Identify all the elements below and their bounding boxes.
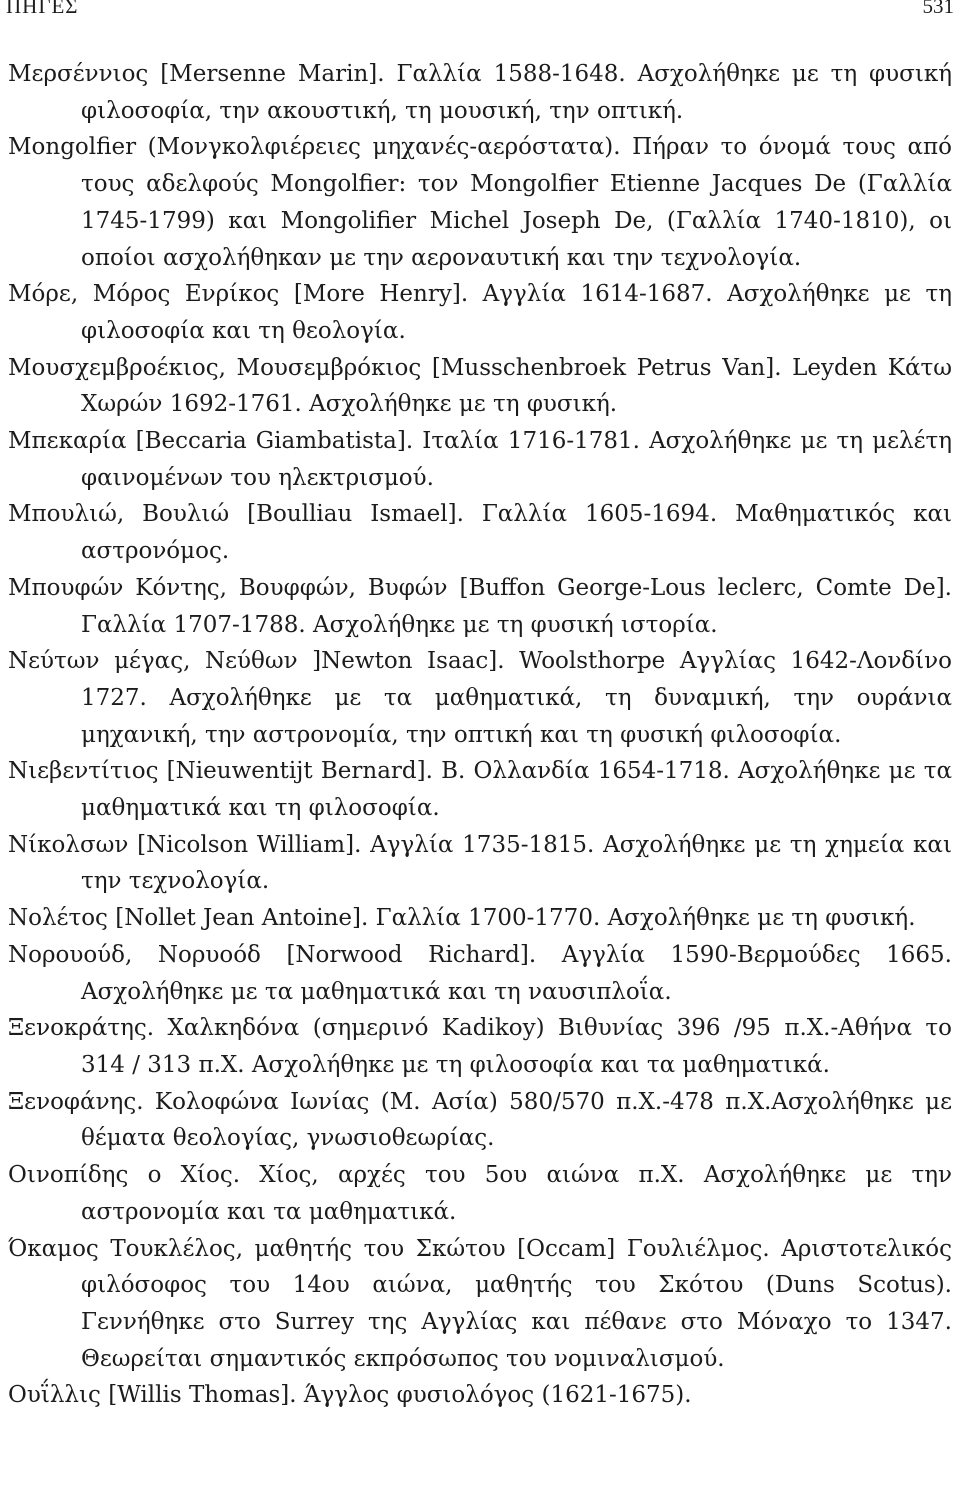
source-entry: Μουσχεμβροέκιος, Μουσεμβρόκιος [Musschenbroek Petrus Van]. Leyden Κάτω Χωρών 1692-1761. Ασχολήθηκε με τη φυσική.: [8, 354, 952, 418]
source-entry: Mongolfier (Μονγκολφιέρειες μηχανές-αερόστατα). Πήραν το όνομά τους από τους αδελφούς Mongolfier: τον Mongolfier Etienne Jacques De (Γαλλία 1745-1799) και Mongolifier Michel Joseph De, (Γαλλία 1740-1810), οι οποίοι ασχολήθηκαν με την αεροναυτική και την τεχνολογία.: [8, 134, 952, 271]
source-entry: Νιεβεντίτιος [Nieuwentijt Bernard]. Β. Ολλανδία 1654-1718. Ασχολήθηκε με τα μαθηματικά και τη φιλοσοφία.: [8, 758, 952, 822]
source-entry: Νίκολσων [Nicolson William]. Αγγλία 1735-1815. Ασχολήθηκε με τη χημεία και την τεχνολογία.: [8, 831, 952, 895]
source-entry: Μερσέννιος [Mersenne Marin]. Γαλλία 1588-1648. Ασχολήθηκε με τη φυσική φιλοσοφία, την ακουστική, τη μουσική, την οπτική.: [8, 61, 952, 124]
source-entry: Νορουούδ, Νορυοόδ [Norwood Richard]. Αγγλία 1590-Βερμούδες 1665. Ασχολήθηκε με τα μαθηματικά και τη ναυσιπλοΐα.: [8, 941, 952, 1005]
source-entry: Ξενοφάνης. Κολοφώνα Ιωνίας (Μ. Ασία) 580/570 π.Χ.-478 π.Χ.Ασχολήθηκε με θέματα θεολογίας, γνωσιοθεωρίας.: [8, 1088, 952, 1152]
source-entry: Μόρε, Μόρος Ενρίκος [More Henry]. Αγγλία 1614-1687. Ασχολήθηκε με τη φιλοσοφία και τη θεολογία.: [8, 281, 952, 344]
source-entry: Νολέτος [Nollet Jean Antoine]. Γαλλία 1700-1770. Ασχολήθηκε με τη φυσική.: [8, 905, 916, 932]
source-entry: Μπουλιώ, Βουλιώ [Boulliau Ismael]. Γαλλία 1605-1694. Μαθηματικός και αστρονόμος.: [8, 501, 952, 565]
source-entry: Νεύτων μέγας, Νεύθων ]Newton Isaac]. Woolsthorpe Αγγλίας 1642-Λονδίνο 1727. Ασχολήθηκε με τα μαθηματικά, τη δυναμική, την ουράνια μηχανική, την αστρονομία, την οπτική και τη φυσική φιλοσοφία.: [8, 648, 952, 748]
running-head-title: ΠΗΓΕΣ: [6, 0, 79, 18]
source-entry: Μπουφών Κόντης, Βουφφών, Βυφών [Buffon George-Lous leclerc, Comte De]. Γαλλία 1707-1788. Ασχολήθηκε με τη φυσική ιστορία.: [8, 574, 952, 638]
source-entry: Ουΐλλις [Willis Thomas]. Άγγλος φυσιολόγος (1621-1675).: [8, 1382, 692, 1409]
source-entry: Μπεκαρία [Beccaria Giambatista]. Ιταλία 1716-1781. Ασχολήθηκε με τη μελέτη φαινομένων του ηλεκτρισμού.: [8, 428, 952, 491]
source-entry: Ξενοκράτης. Χαλκηδόνα (σημερινό Kadikoy) Βιθυνίας 396 /95 π.Χ.-Αθήνα το 314 / 313 π.Χ. Ασχολήθηκε με τη φιλοσοφία και τα μαθηματικά.: [8, 1015, 952, 1078]
page-number: 531: [922, 0, 954, 18]
sources-list: [8, 56, 952, 1414]
page-header: [0, 0, 960, 24]
source-entry: Όκαμος Τουκλέλος, μαθητής του Σκώτου [Occam] Γουλιέλμος. Αριστοτελικός φιλόσοφος του 14ου αιώνα, μαθητής του Σκότου (Duns Scotus). Γεννήθηκε στο Surrey της Αγγλίας και πέθανε στο Μόναχο το 1347. Θεωρείται σημαντικός εκπρόσωπος του νομιναλισμού.: [8, 1235, 952, 1372]
source-entry: Οινοπίδης ο Χίος. Χίος, αρχές του 5ου αιώνα π.Χ. Ασχολήθηκε με την αστρονομία και τα μαθηματικά.: [8, 1162, 952, 1225]
